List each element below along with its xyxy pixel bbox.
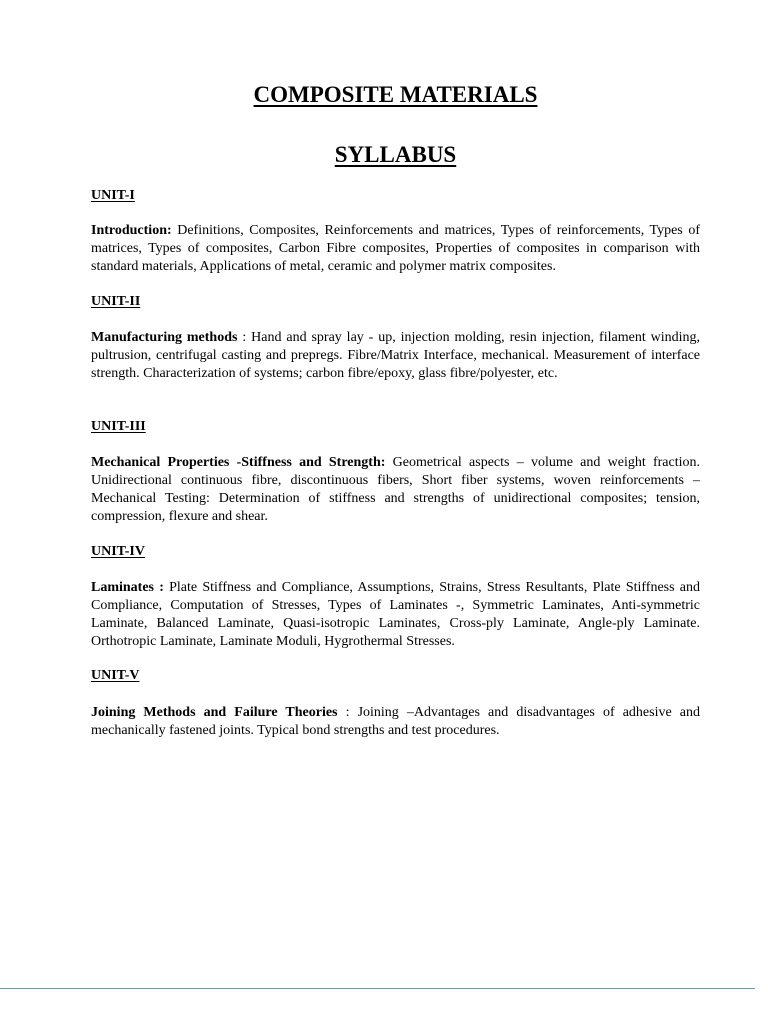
- unit-body-3: Geometrical aspects – volume and weight fraction. Unidirectional continuous fibre, discontinuous fibers, Short fiber systems, woven reinforcements –Mechanical Testing: Determination of stiffness and strengths of unidirectional composites; tension, compression, flexure and shear.: [91, 455, 700, 524]
- unit-paragraph-2: [91, 329, 700, 383]
- unit-lead-5: Joining Methods and Failure Theories: [91, 705, 338, 720]
- unit-heading-4: UNIT-IV: [91, 544, 145, 559]
- unit-paragraph-1: [91, 222, 700, 276]
- document-subtitle: SYLLABUS: [334, 142, 457, 167]
- unit-heading-5: UNIT-V: [91, 668, 140, 683]
- unit-lead-1: Introduction:: [91, 223, 172, 238]
- unit-paragraph-3: [91, 454, 700, 526]
- unit-lead-3: Mechanical Properties -Stiffness and Strength:: [91, 455, 386, 470]
- document-title: COMPOSITE MATERIALS: [253, 82, 538, 107]
- unit-paragraph-4: [91, 579, 700, 651]
- unit-body-1: Definitions, Composites, Reinforcements and matrices, Types of reinforcements, Types of matrices, Types of composites, Carbon Fibre composites, Properties of composites in comparison with standard materials, Applications of metal, ceramic and polymer matrix composites.: [91, 223, 700, 274]
- footer-rule: [0, 988, 755, 989]
- unit-body-5: : Joining –Advantages and disadvantages of adhesive and mechanically fastened joints. Typical bond strengths and test procedures.: [91, 705, 700, 738]
- unit-heading-2: UNIT-II: [91, 294, 141, 309]
- unit-heading-1: UNIT-I: [91, 188, 135, 203]
- unit-body-4: Plate Stiffness and Compliance, Assumptions, Strains, Stress Resultants, Plate Stiffness and Compliance, Computation of Stresses, Types of Laminates -, Symmetric Laminates, Anti-symmetric Laminate, Balanced Laminate, Quasi-isotropic Laminates, Cross-ply Laminate, Angle-ply Laminate. Orthotropic Laminate, Laminate Moduli, Hygrothermal Stresses.: [91, 580, 701, 649]
- unit-paragraph-5: [91, 704, 700, 740]
- unit-lead-2: Manufacturing methods: [91, 330, 238, 345]
- unit-heading-3: UNIT-III: [91, 419, 146, 434]
- unit-lead-4: Laminates :: [91, 580, 164, 595]
- unit-body-2: : Hand and spray lay - up, injection molding, resin injection, filament winding, pultrusion, centrifugal casting and prepregs. Fibre/Matrix Interface, mechanical. Measurement of interface strength. Characterization of systems; carbon fibre/epoxy, glass fibre/polyester, etc.: [91, 330, 700, 381]
